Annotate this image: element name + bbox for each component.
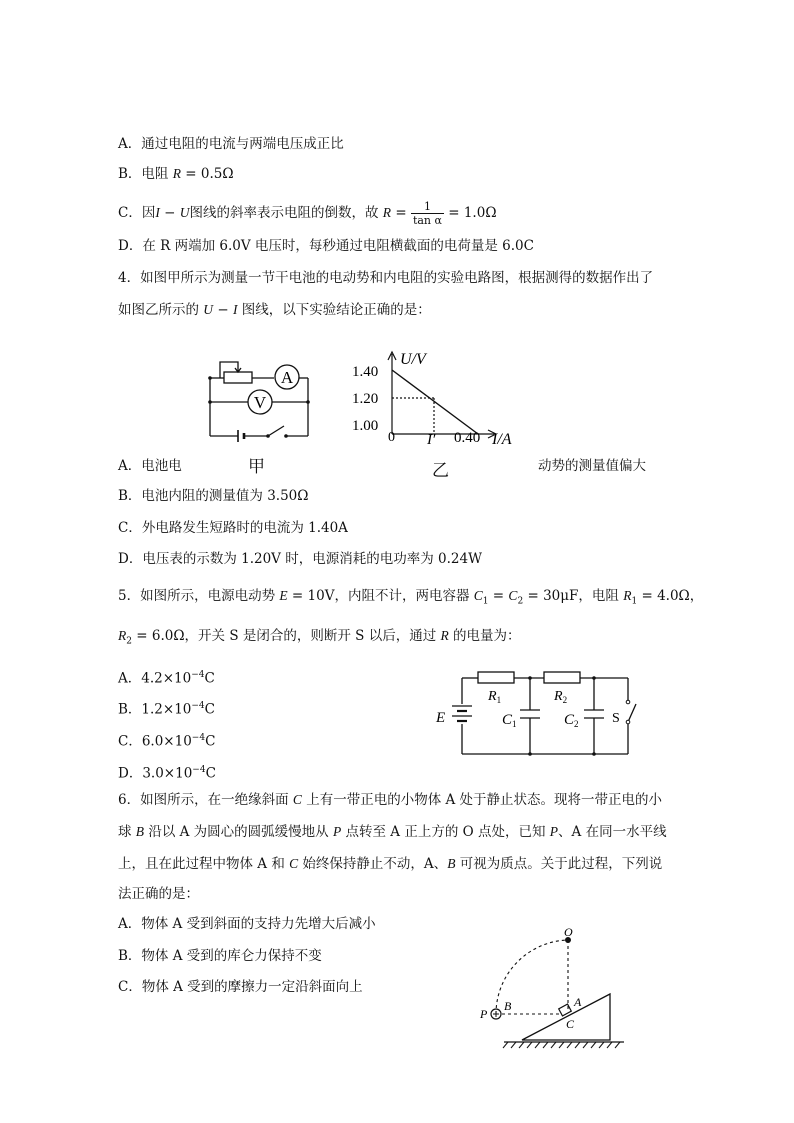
y-tick-1-40: 1.40 bbox=[352, 364, 379, 380]
x-axis-label: I/A bbox=[492, 431, 512, 448]
label-r1: $R_1$ bbox=[488, 689, 502, 705]
q6-option-c: C．物体 A 受到的摩擦力一定沿斜面向上 bbox=[118, 979, 363, 995]
q4-option-c: C．外电路发生短路时的电流为 1.40A bbox=[118, 520, 348, 536]
y-axis-label: U/V bbox=[400, 351, 426, 368]
q6-stem-line3: 上，且在此过程中物体 A 和 C 始终保持静止不动，A、B 可视为质点。关于此过程，下列说 bbox=[118, 856, 663, 872]
q3-option-a: A．通过电阻的电流与两端电压成正比 bbox=[118, 136, 344, 152]
rheostat bbox=[224, 372, 252, 383]
label-a: A bbox=[574, 995, 582, 1009]
q4-stem-line1: 4．如图甲所示为测量一节干电池的电动势和内电阻的实验电路图，根据测得的数据作出了 bbox=[118, 270, 654, 286]
q6-option-a: A．物体 A 受到斜面的支持力先增大后减小 bbox=[118, 916, 376, 932]
ammeter-label: A bbox=[280, 368, 294, 387]
label-r2: $R_2$ bbox=[554, 689, 568, 705]
q3-option-b: B．电阻 R = 0.5Ω bbox=[118, 166, 234, 182]
figure-yi-caption: 乙 bbox=[432, 461, 449, 481]
q5-stem-line1: 5．如图所示，电源电动势 E = 10V，内阻不计，两电容器 $C_1 = C_2 = 30\mu F$，电阻 $R_1 = 4.0\Omega$， bbox=[118, 588, 704, 607]
q5-option-c: C．$6.0\times 10^{-4}C$ bbox=[118, 733, 216, 750]
q3-option-c: C．因I − U图线的斜率表示电阻的倒数，故 R = $\frac{1}{\text{tan α}}$ = 1.0Ω bbox=[118, 200, 497, 227]
block-a bbox=[559, 1004, 572, 1016]
q4-option-d: D．电压表的示数为 1.20V 时，电源消耗的电功率为 0.24W bbox=[118, 551, 482, 567]
label-c: C bbox=[566, 1017, 575, 1031]
y-tick-1-00: 1.00 bbox=[352, 418, 379, 434]
fraction: $\frac{1}{\text{tan α}}$ bbox=[412, 200, 442, 227]
figure-yi-graph bbox=[348, 348, 528, 448]
q5-option-d: D．$3.0\times 10^{-4}C$ bbox=[118, 765, 216, 782]
q6-figure bbox=[474, 924, 634, 1054]
q5-option-b: B．$1.2\times 10^{-4}C$ bbox=[118, 701, 216, 718]
q6-stem-line1: 6．如图所示，在一绝缘斜面 C 上有一带正电的小物体 A 处于静止状态。现将一带正电的小 bbox=[118, 792, 663, 808]
label-s: S bbox=[612, 711, 620, 726]
label-p: P bbox=[480, 1007, 488, 1021]
x-tick-0-40: 0.40 bbox=[454, 430, 481, 446]
q6-stem-line4: 法正确的是： bbox=[118, 886, 199, 902]
voltmeter-label: V bbox=[253, 393, 267, 412]
q6-option-b: B．物体 A 受到的库仑力保持不变 bbox=[118, 948, 322, 964]
y-tick-1-20: 1.20 bbox=[352, 391, 379, 407]
figure-jia-caption: 甲 bbox=[248, 457, 265, 477]
q5-circuit bbox=[432, 666, 642, 762]
q4-stem-line2: 如图乙所示的 U − I 图线，以下实验结论正确的是： bbox=[118, 302, 431, 318]
label-c1: $C_1$ bbox=[502, 712, 517, 729]
q4-option-a: A．电池电 bbox=[118, 458, 182, 474]
resistor-r2 bbox=[544, 672, 580, 683]
origin-label: 0 bbox=[388, 430, 395, 445]
q4-option-a-continued: 动势的测量值偏大 bbox=[538, 458, 646, 474]
u-i-line bbox=[392, 370, 478, 434]
x-mark-i-prime: I′ bbox=[427, 432, 436, 448]
label-e: E bbox=[436, 710, 446, 726]
q5-stem-line2: $R_2 = 6.0\Omega$，开关 S 是闭合的，则断开 S 以后，通过 R 的电量为： bbox=[118, 628, 521, 647]
label-c2: $C_2$ bbox=[564, 712, 579, 729]
resistor-r1 bbox=[478, 672, 514, 683]
label-b: B bbox=[504, 999, 512, 1013]
q3-option-d: D．在 R 两端加 6.0V 电压时，每秒通过电阻横截面的电荷量是 6.0C bbox=[118, 238, 534, 254]
q5-option-a: A．$4.2\times 10^{-4}C$ bbox=[118, 670, 215, 687]
label-o: O bbox=[564, 925, 573, 939]
q6-stem-line2: 球 B 沿以 A 为圆心的圆弧缓慢地从 P 点转至 A 正上方的 O 点处，已知 P、A 在同一水平线 bbox=[118, 824, 667, 840]
q4-option-b: B．电池内阻的测量值为 3.50Ω bbox=[118, 488, 309, 504]
